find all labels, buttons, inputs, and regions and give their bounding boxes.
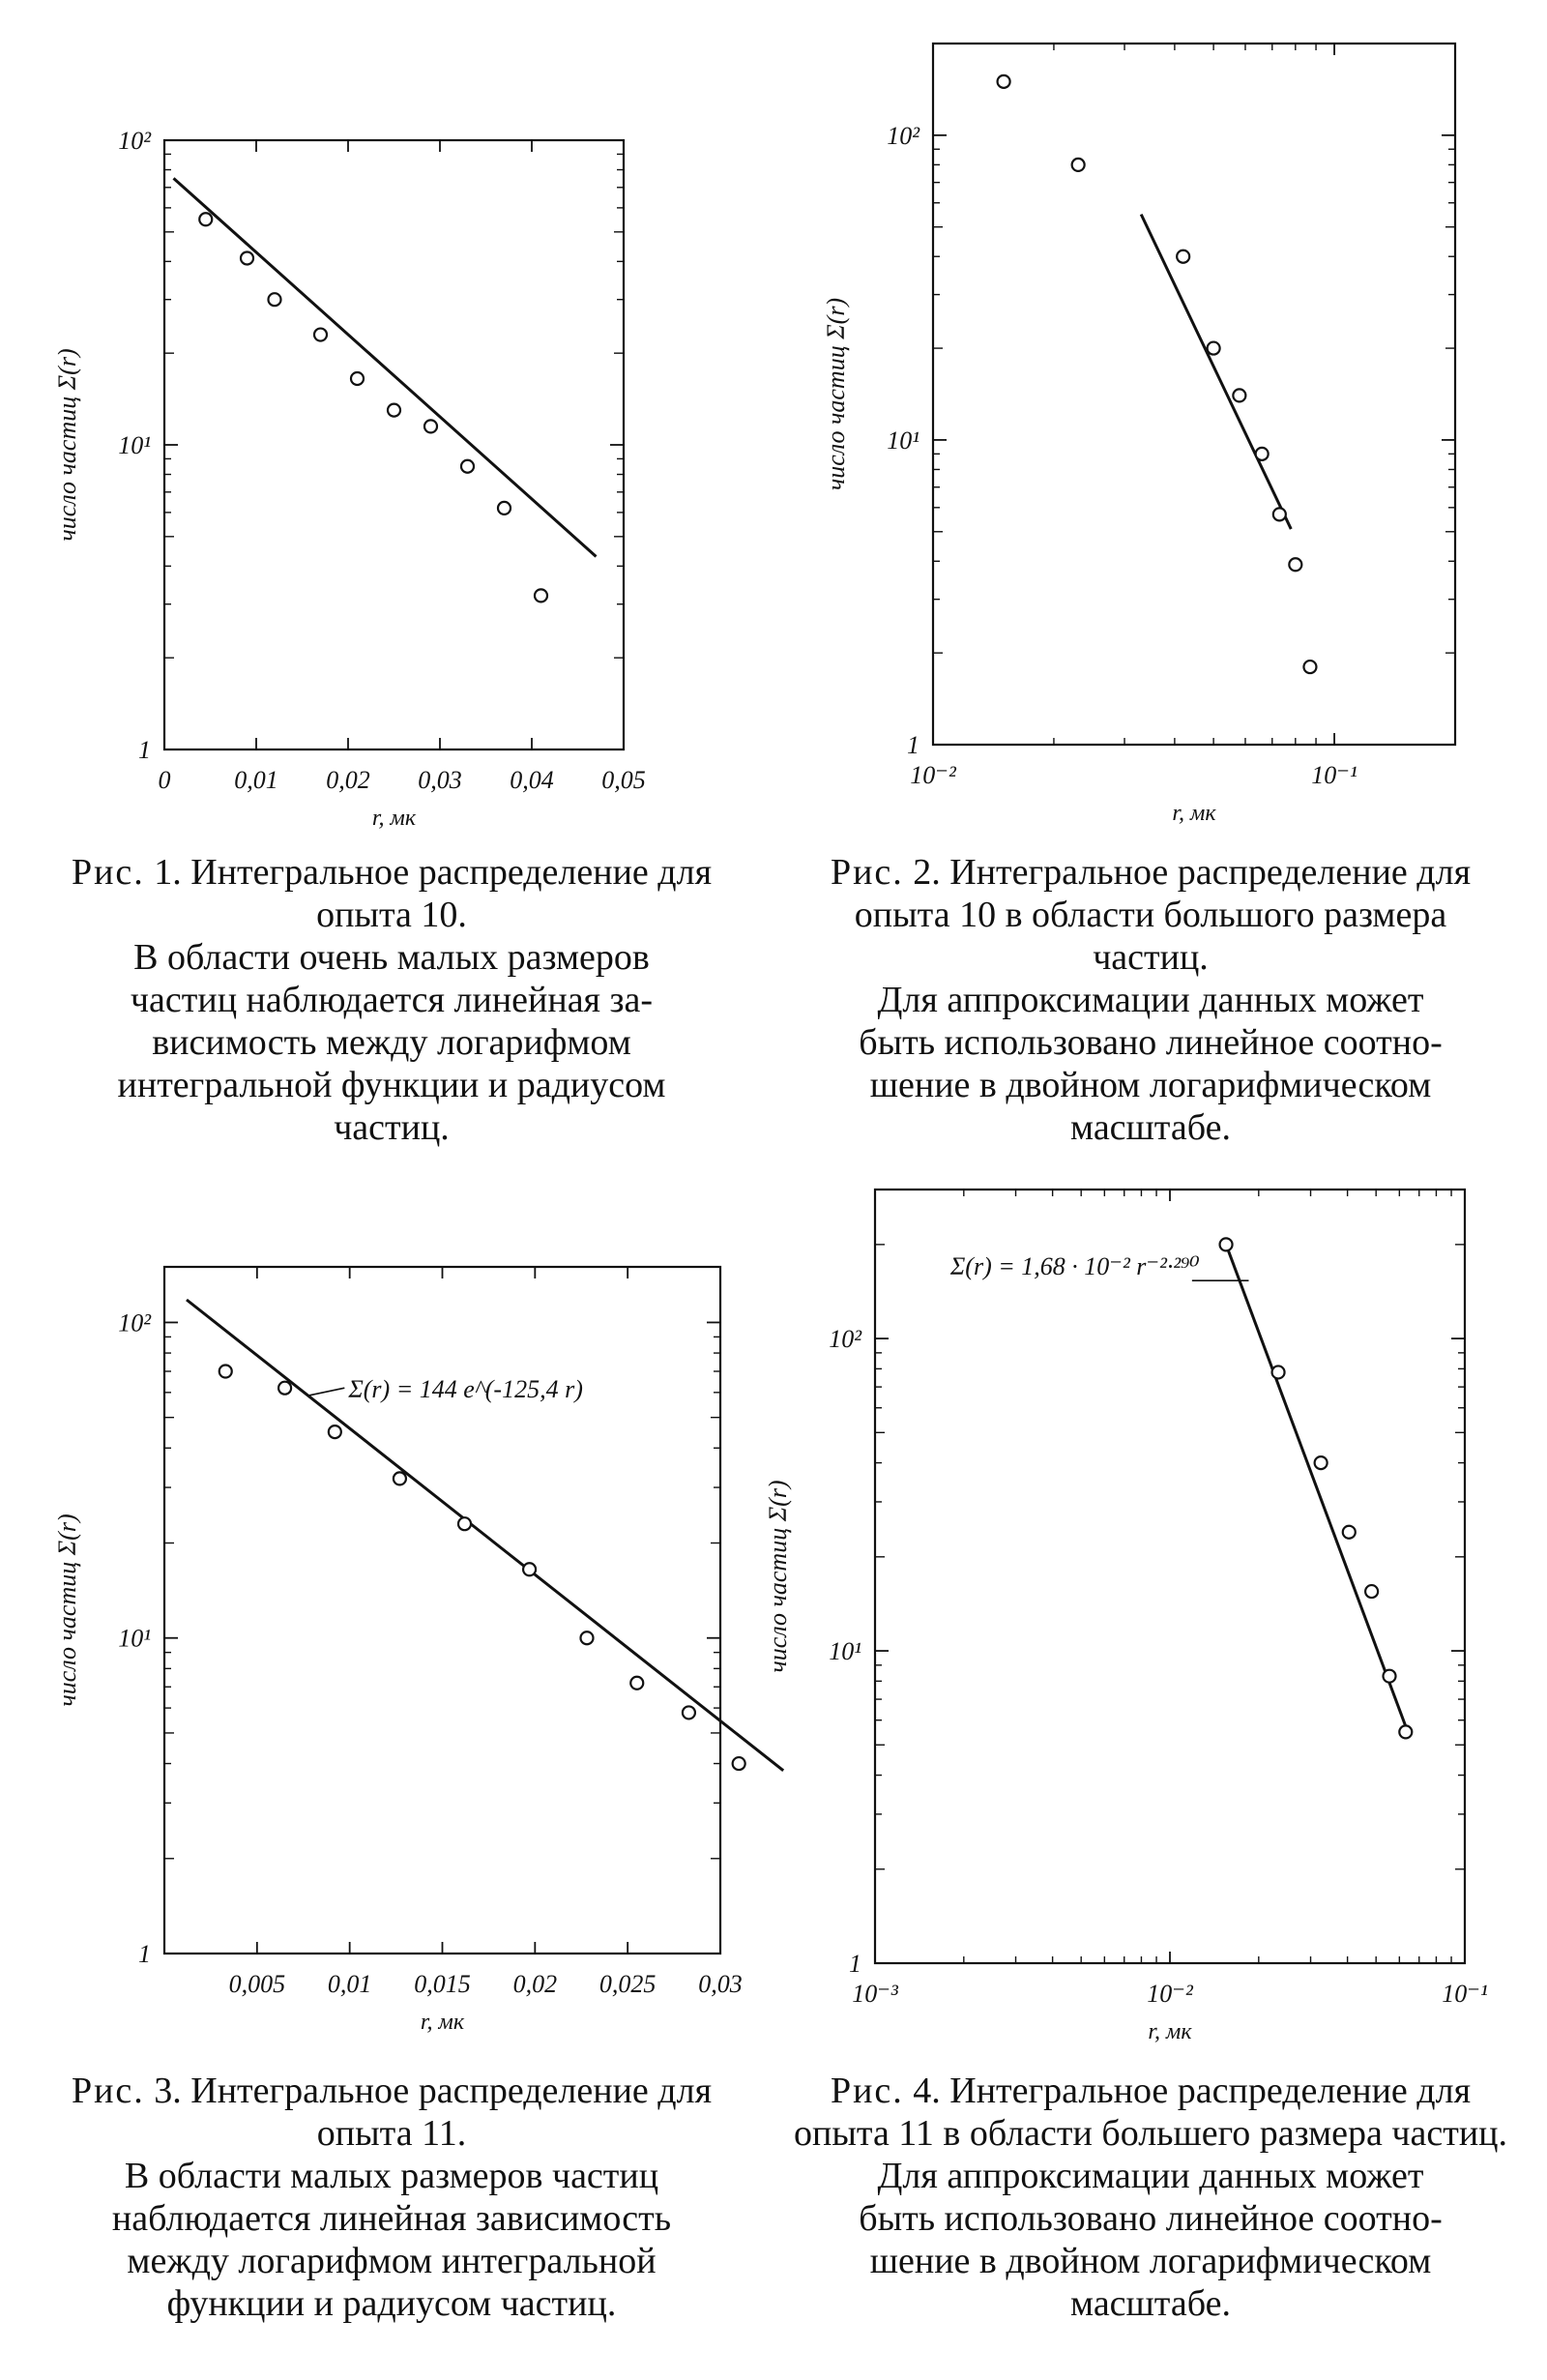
caption-fig-4: [793, 2070, 1508, 2325]
caption-number: 3.: [154, 2071, 182, 2111]
y-axis-label: число частиц Σ(r): [764, 1480, 792, 1673]
x-tick-label: 0,02: [326, 766, 370, 794]
data-point: [1289, 558, 1301, 571]
caption-title: [793, 851, 1508, 979]
annotation-leader: [307, 1388, 344, 1396]
caption-title-text: Интегральное распределение для опыта 10.: [190, 852, 713, 935]
caption-prefix: Рис.: [830, 2071, 904, 2111]
x-tick-label: 0,025: [598, 1970, 657, 1998]
x-tick-label: 0,03: [418, 766, 462, 794]
x-axis-label: r, мк: [371, 806, 417, 831]
caption-fig-2: [793, 851, 1508, 1149]
y-tick-label: 10¹: [118, 1624, 151, 1653]
x-tick-label: 0,04: [510, 766, 554, 794]
x-tick-label: 0,015: [414, 1970, 471, 1998]
data-point: [1256, 448, 1269, 460]
caption-title-text: Интегральное распределение для опыта 11 в области большего размера частиц.: [794, 2071, 1507, 2154]
y-tick-label: 1: [138, 1940, 151, 1968]
caption-fig-1: [39, 851, 744, 1149]
data-point: [630, 1677, 643, 1690]
y-tick-label: 10²: [887, 121, 919, 150]
y-tick-label: 10²: [118, 1308, 151, 1337]
data-point: [219, 1365, 232, 1377]
fit-equation: Σ(r) = 1,68 · 10⁻² r⁻²·²⁹⁰: [949, 1252, 1200, 1281]
x-tick-label: 0,005: [228, 1970, 286, 1998]
caption-line: наблюдается линейная зависимость: [111, 2198, 672, 2239]
plot-frame: [875, 1190, 1465, 1963]
x-tick-label: 0: [158, 766, 171, 794]
y-tick-label: 10¹: [829, 1637, 861, 1666]
data-point: [998, 75, 1010, 88]
fit-line: [187, 1300, 783, 1771]
data-point: [1384, 1670, 1396, 1683]
x-tick-label: 0,03: [698, 1970, 743, 1998]
data-point: [1208, 342, 1220, 355]
x-tick-label: 10⁻¹: [1442, 1980, 1488, 2008]
caption-line: интегральной функции и радиусом: [117, 1065, 666, 1105]
caption-line: быть использовано линейное соотно-: [859, 2198, 1443, 2239]
data-point: [1399, 1725, 1412, 1738]
data-point: [394, 1472, 406, 1484]
data-point: [329, 1425, 341, 1438]
caption-line: Для аппроксимации данных может: [877, 2156, 1424, 2196]
caption-title-text: Интегральное распределение для опыта 10 в области большого размера частиц.: [854, 852, 1472, 978]
x-axis-label: r, мк: [1172, 801, 1216, 826]
caption-prefix: Рис.: [830, 852, 904, 893]
caption-line: В области малых размеров частиц: [124, 2156, 659, 2196]
data-point: [458, 1517, 471, 1530]
plot-frame: [933, 44, 1455, 745]
x-tick-label: 10⁻¹: [1311, 761, 1357, 789]
caption-line: функции и радиусом частиц.: [166, 2283, 617, 2324]
y-tick-label: 1: [138, 736, 151, 764]
x-tick-label: 0,05: [601, 766, 646, 794]
data-point: [523, 1563, 536, 1575]
fit-equation: Σ(r) = 144 e^(-125,4 r): [348, 1375, 583, 1404]
caption-line: В области очень малых размеров: [133, 937, 650, 978]
fit-line: [1226, 1245, 1410, 1737]
caption-title: [39, 2070, 744, 2155]
caption-line: шение в двойном логарифмическом: [869, 2241, 1432, 2281]
fit-line: [174, 178, 597, 556]
data-point: [1303, 661, 1316, 673]
data-point: [461, 460, 474, 473]
caption-line: быть использовано линейное соотно-: [859, 1022, 1443, 1063]
data-point: [683, 1706, 695, 1719]
x-axis-label: r, мк: [1148, 2019, 1192, 2044]
y-tick-label: 1: [849, 1950, 861, 1978]
x-tick-label: 10⁻²: [910, 761, 956, 789]
data-point: [1177, 250, 1189, 263]
caption-number: 4.: [913, 2071, 941, 2111]
data-point: [1233, 389, 1245, 401]
data-point: [1220, 1238, 1233, 1250]
data-point: [388, 404, 400, 417]
caption-line: частиц.: [334, 1107, 450, 1148]
data-point: [241, 251, 253, 264]
x-axis-label: r, мк: [420, 2010, 465, 2035]
data-point: [199, 213, 212, 225]
caption-prefix: Рис.: [71, 2071, 145, 2111]
data-point: [314, 329, 327, 341]
x-tick-label: 0,01: [327, 1970, 372, 1998]
caption-fig-3: [39, 2070, 744, 2325]
caption-line: частиц наблюдается линейная за-: [130, 980, 654, 1020]
x-tick-label: 10⁻³: [852, 1980, 898, 2008]
data-point: [498, 502, 511, 514]
x-tick-label: 0,01: [234, 766, 278, 794]
caption-title: [793, 2070, 1508, 2155]
caption-line: между логарифмом интегральной: [127, 2241, 657, 2281]
caption-number: 1.: [154, 852, 182, 893]
data-point: [581, 1631, 594, 1644]
caption-number: 2.: [913, 852, 941, 893]
data-point: [1343, 1526, 1356, 1539]
data-point: [351, 372, 364, 385]
y-tick-label: 10²: [829, 1325, 861, 1354]
y-tick-label: 1: [907, 731, 919, 759]
data-point: [269, 293, 281, 306]
y-axis-label: число частиц Σ(r): [822, 297, 850, 491]
caption-line: масштабе.: [1070, 2283, 1231, 2324]
data-point: [1365, 1585, 1378, 1598]
data-point: [1072, 159, 1085, 171]
caption-prefix: Рис.: [71, 852, 145, 893]
fit-line: [1141, 215, 1291, 529]
y-axis-label: число частиц Σ(r): [53, 348, 81, 542]
y-tick-label: 10¹: [118, 431, 151, 459]
data-point: [1272, 1366, 1285, 1378]
y-axis-label: число частиц Σ(r): [53, 1513, 81, 1707]
data-point: [278, 1382, 291, 1395]
caption-line: Для аппроксимации данных может: [877, 980, 1424, 1020]
caption-line: шение в двойном логарифмическом: [869, 1065, 1432, 1105]
data-point: [1273, 508, 1286, 520]
data-point: [1315, 1456, 1328, 1469]
caption-title: [39, 851, 744, 936]
y-tick-label: 10²: [118, 127, 151, 155]
caption-title-text: Интегральное распределение для опыта 11.: [190, 2071, 713, 2154]
caption-line: висимость между логарифмом: [152, 1022, 631, 1063]
y-tick-label: 10¹: [887, 426, 919, 455]
data-point: [733, 1757, 745, 1770]
data-point: [535, 589, 547, 602]
x-tick-label: 10⁻²: [1147, 1980, 1193, 2008]
caption-line: масштабе.: [1070, 1107, 1231, 1148]
x-tick-label: 0,02: [512, 1970, 558, 1998]
data-point: [424, 420, 437, 432]
plot-frame: [164, 1267, 720, 1954]
